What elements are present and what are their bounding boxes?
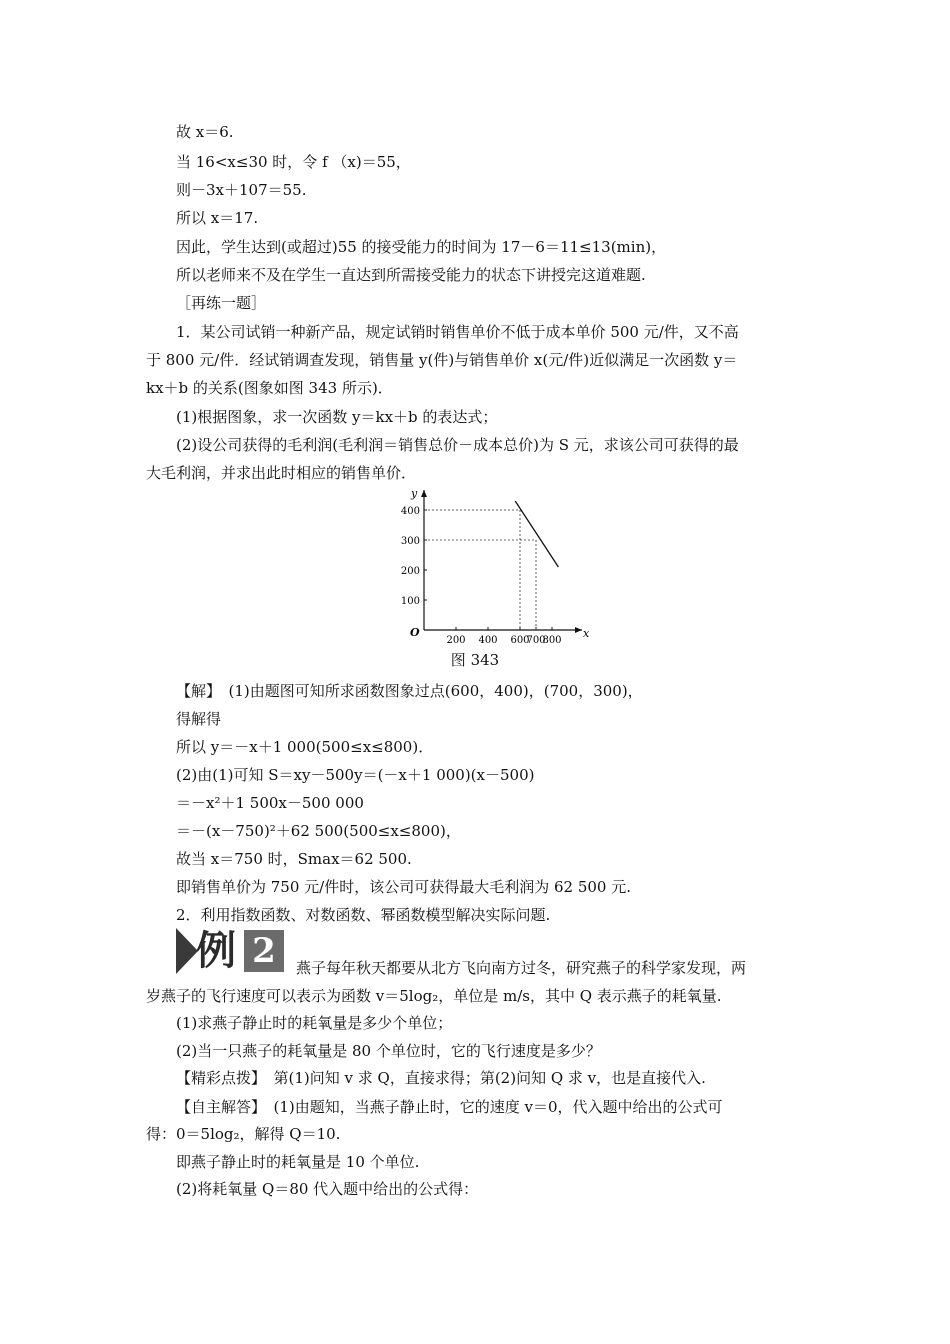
origin-label: O [410, 626, 420, 639]
example-answer-2: 得：0＝5log₂，解得 Q＝10. [146, 1125, 341, 1143]
problem-line-3: kx＋b 的关系(图象如图 343 所示)． [146, 379, 393, 397]
example-line-1: 燕子每年秋天都要从北方飞向南方过冬，研究燕子的科学家发现，两 [296, 959, 747, 977]
section-point-2: 2．利用指数函数、对数函数、幂函数模型解决实际问题. [176, 906, 551, 924]
y-axis-label: y [411, 487, 418, 500]
solution-line-7: 故当 x＝750 时，Smax＝62 500. [176, 850, 412, 868]
solution-line-6: ＝－(x－750)²＋62 500(500≤x≤800)， [176, 822, 461, 840]
example-badge-char: 例 [196, 928, 236, 974]
example-badge-number: 2 [244, 930, 284, 972]
y-axis-arrow-icon [421, 490, 427, 497]
text-line-3: 则－3x＋107＝55. [176, 181, 307, 199]
solution-line-8: 即销售单价为 750 元/件时，该公司可获得最大毛利润为 62 500 元. [176, 878, 632, 896]
graph-343 [392, 484, 592, 644]
problem-question-2: (2)设公司获得的毛利润(毛利润＝销售总价－成本总价)为 S 元，求该公司可获得的最 [176, 436, 739, 454]
y-tick-label: 200 [400, 566, 420, 577]
x-tick-label: 600 [510, 635, 530, 644]
text-line-2: 当 16<x≤30 时，令 f （x)＝55， [176, 153, 411, 171]
problem-line-2: 于 800 元/件．经试销调查发现，销售量 y(件)与销售单价 x(元/件)近似满足一次函数 y＝ [146, 351, 738, 369]
x-tick-label: 200 [446, 635, 466, 644]
y-tick-label: 100 [400, 596, 420, 607]
example-question-2: (2)当一只燕子的耗氧量是 80 个单位时，它的飞行速度是多少？ [176, 1042, 601, 1060]
example-badge [176, 928, 286, 974]
x-tick-label: 800 [542, 635, 562, 644]
example-answer-1: 【自主解答】 (1)由题知，当燕子静止时，它的速度 v＝0，代入题中给出的公式可 [176, 1098, 723, 1116]
example-hint: 【精彩点拨】 第(1)问知 v 求 Q，直接求得；第(2)问知 Q 求 v，也是直接代入. [176, 1069, 706, 1087]
example-answer-4: (2)将耗氧量 Q＝80 代入题中给出的公式得： [176, 1180, 479, 1198]
section-heading: ［再练一题］ [176, 294, 267, 312]
solution-line-3: 所以 y＝－x＋1 000(500≤x≤800)． [176, 738, 434, 756]
example-answer-3: 即燕子静止时的耗氧量是 10 个单位. [176, 1153, 420, 1171]
x-axis-label: x [583, 627, 590, 640]
y-tick-label: 400 [400, 506, 420, 517]
problem-question-1: (1)根据图象，求一次函数 y＝kx＋b 的表达式； [176, 408, 498, 426]
figure-caption: 图 343 [450, 651, 500, 669]
x-tick-label: 400 [478, 635, 498, 644]
y-tick-label: 300 [400, 536, 420, 547]
text-line-1: 故 x＝6. [176, 123, 234, 141]
text-line-5: 因此，学生达到(或超过)55 的接受能力的时间为 17－6＝11≤13(min)， [176, 238, 667, 256]
example-line-2: 岁燕子的飞行速度可以表示为函数 v＝5log₂，单位是 m/s，其中 Q 表示燕子的耗氧量. [146, 987, 722, 1005]
example-question-1: (1)求燕子静止时的耗氧量是多少个单位； [176, 1014, 453, 1032]
solution-line-1: 【解】 (1)由题图可知所求函数图象过点(600，400)，(700，300)， [176, 682, 643, 700]
solution-line-5: ＝－x²＋1 500x－500 000 [176, 794, 364, 812]
text-line-4: 所以 x＝17. [176, 209, 259, 227]
solution-line-2: 得解得 [176, 710, 222, 728]
problem-question-2-cont: 大毛利润，并求出此时相应的销售单价． [146, 464, 417, 482]
x-tick-label: 700 [526, 635, 546, 644]
example-arrow-icon [176, 928, 198, 974]
problem-line-1: 1．某公司试销一种新产品，规定试销时销售单价不低于成本单价 500 元/件，又不高 [176, 323, 739, 341]
x-axis-arrow-icon [575, 627, 582, 633]
text-line-6: 所以老师来不及在学生一直达到所需接受能力的状态下讲授完这道难题. [176, 266, 646, 284]
solution-line-4: (2)由(1)可知 S＝xy－500y＝(－x＋1 000)(x－500) [176, 766, 535, 784]
series-line [515, 501, 558, 567]
